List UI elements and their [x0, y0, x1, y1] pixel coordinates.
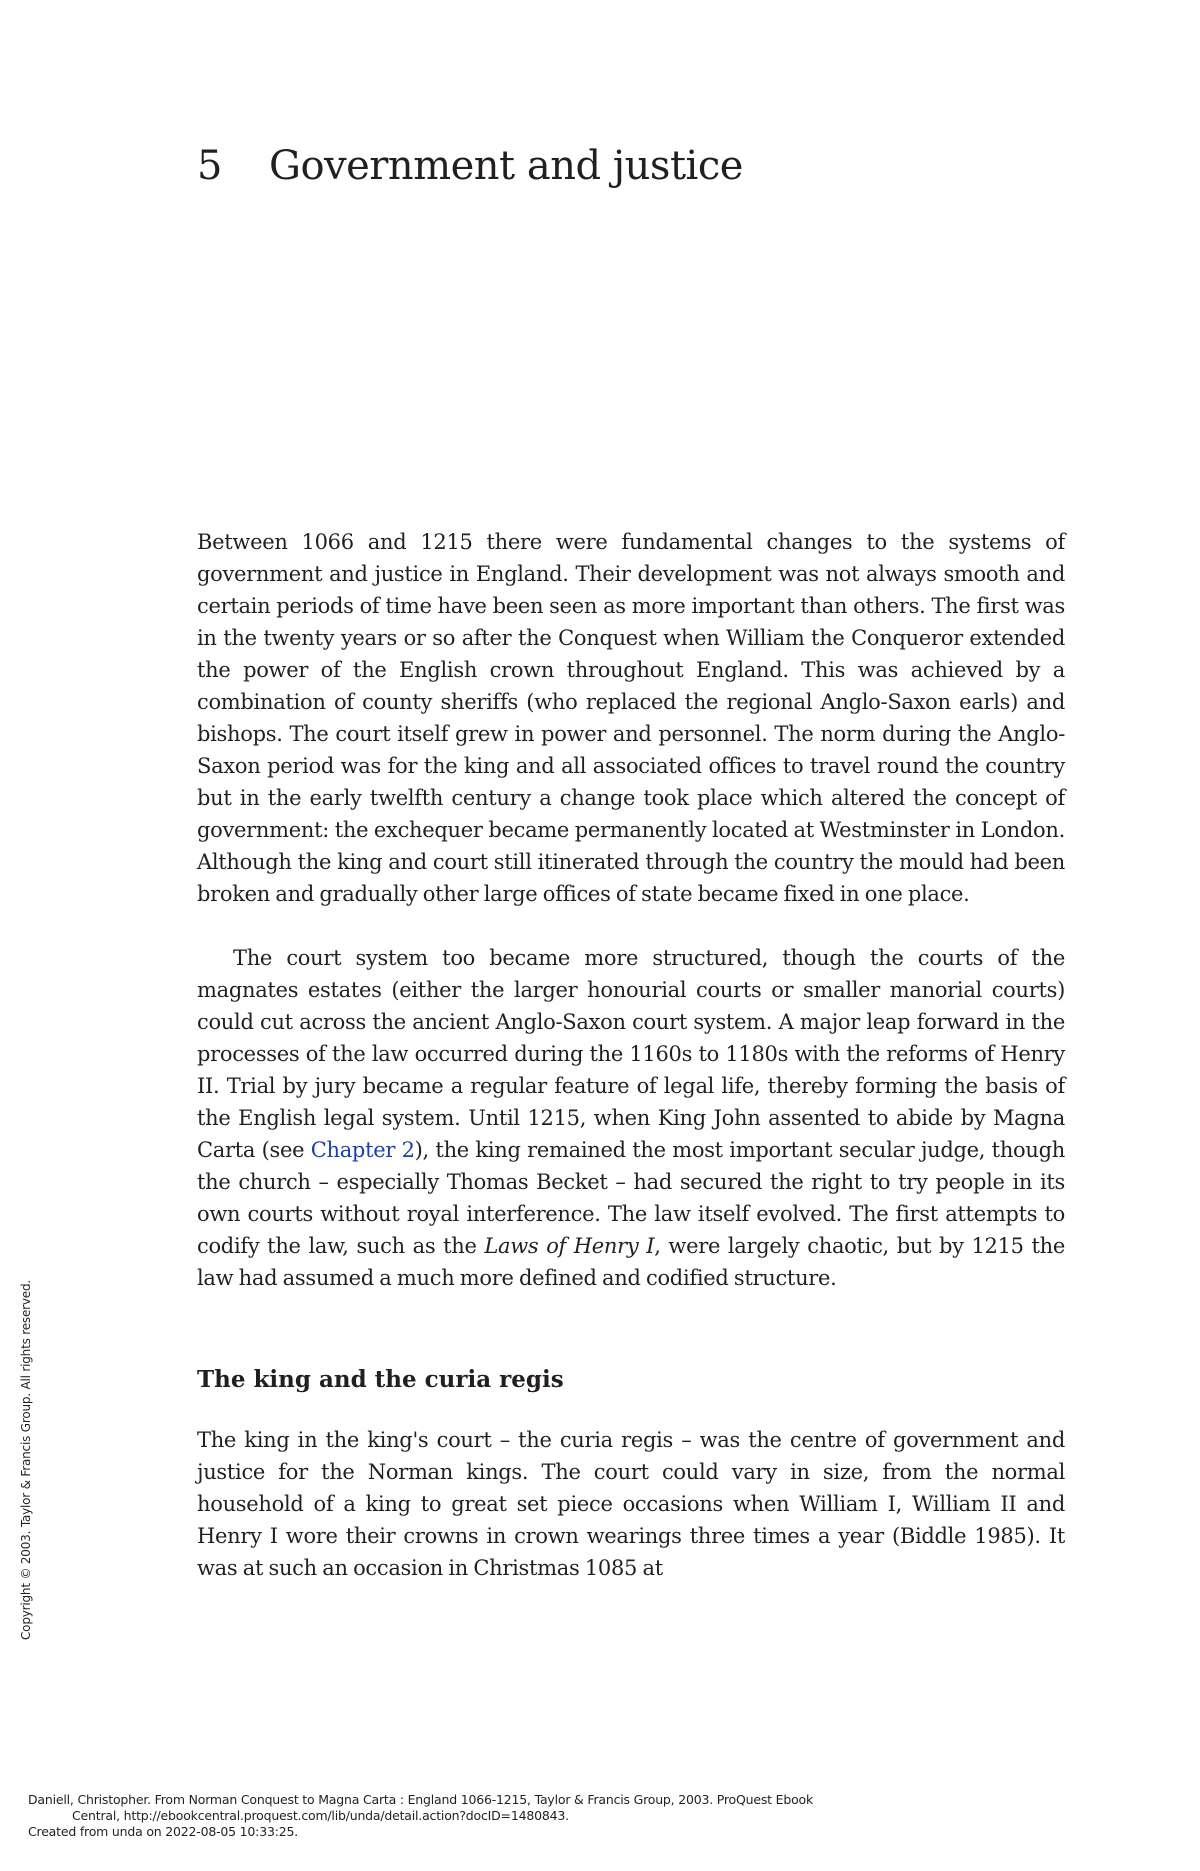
citation-url-line: Central, http://ebookcentral.proquest.com/lib/unda/detail.action?docID=1480843. — [72, 1808, 569, 1823]
paragraph-curia-regis: The king in the king's court – the curia regis – was the centre of government and justice for the Norman kings. The court could vary in size, from the normal household of a king to great set piece occasions when William I, William II and Henry I wore their crowns in crown wearings three times a year (Biddle 1985). It was at such an occasion in Christmas 1085 at — [197, 1428, 1065, 1580]
created-line: Created from unda on 2022-08-05 10:33:25. — [28, 1824, 298, 1839]
section-heading: The king and the curia regis — [197, 1366, 564, 1393]
paragraph-text-part: , were largely chaotic, but by 1215 the law had assumed a much more defined and codified structure. — [197, 1234, 1066, 1290]
citation-line: Daniell, Christopher. From Norman Conquest to Magna Carta : England 1066-1215, Taylor & Francis Group, 2003. ProQuest Ebook — [28, 1792, 814, 1807]
paragraph-court-system — [197, 942, 1065, 1294]
chapter-number: 5 — [197, 143, 222, 189]
citation-footer — [28, 1792, 813, 1840]
chapter-title: Government and justice — [269, 143, 743, 189]
paragraph-text-part: ), the king remained the most important secular judge, though the church – especially Thomas Becket – had secured the right to try people in its own courts without royal interference. The law itself evolved. The first attempts to codify the law, such as the — [197, 1138, 1065, 1258]
chapter-2-link[interactable]: Chapter 2 — [310, 1138, 415, 1162]
copyright-notice: Copyright © 2003. Taylor & Francis Group. All rights reserved. — [19, 1280, 33, 1640]
paragraph-intro: Between 1066 and 1215 there were fundamental changes to the systems of government and justice in England. Their development was not always smooth and certain periods of time have been seen as more important than others. The first was in the twenty years or so after the Conquest when William the Conqueror extended the power of the English crown throughout England. This was achieved by a combination of county sheriffs (who replaced the regional Anglo-Saxon earls) and bishops. The court itself grew in power and personnel. The norm during the Anglo-Saxon period was for the king and all associated offices to travel round the country but in the early twelfth century a change took place which altered the concept of government: the exchequer became permanently located at Westminster in London. Although the king and court still itinerated through the country the mould had been broken and gradually other large offices of state became fixed in one place. — [197, 530, 1065, 906]
laws-of-henry-title: Laws of Henry I — [484, 1234, 655, 1258]
chapter-heading — [197, 138, 743, 194]
paragraph-text-part: The court system too became more structured, though the courts of the magnates estates (either the larger honourial courts or smaller manorial courts) could cut across the ancient Anglo-Saxon court system. A major leap forward in the processes of the law occurred during the 1160s to 1180s with the reforms of Henry II. Trial by jury became a regular feature of legal life, thereby forming the basis of the English legal system. Until 1215, when King John assented to abide by Magna Carta (see — [197, 946, 1065, 1162]
